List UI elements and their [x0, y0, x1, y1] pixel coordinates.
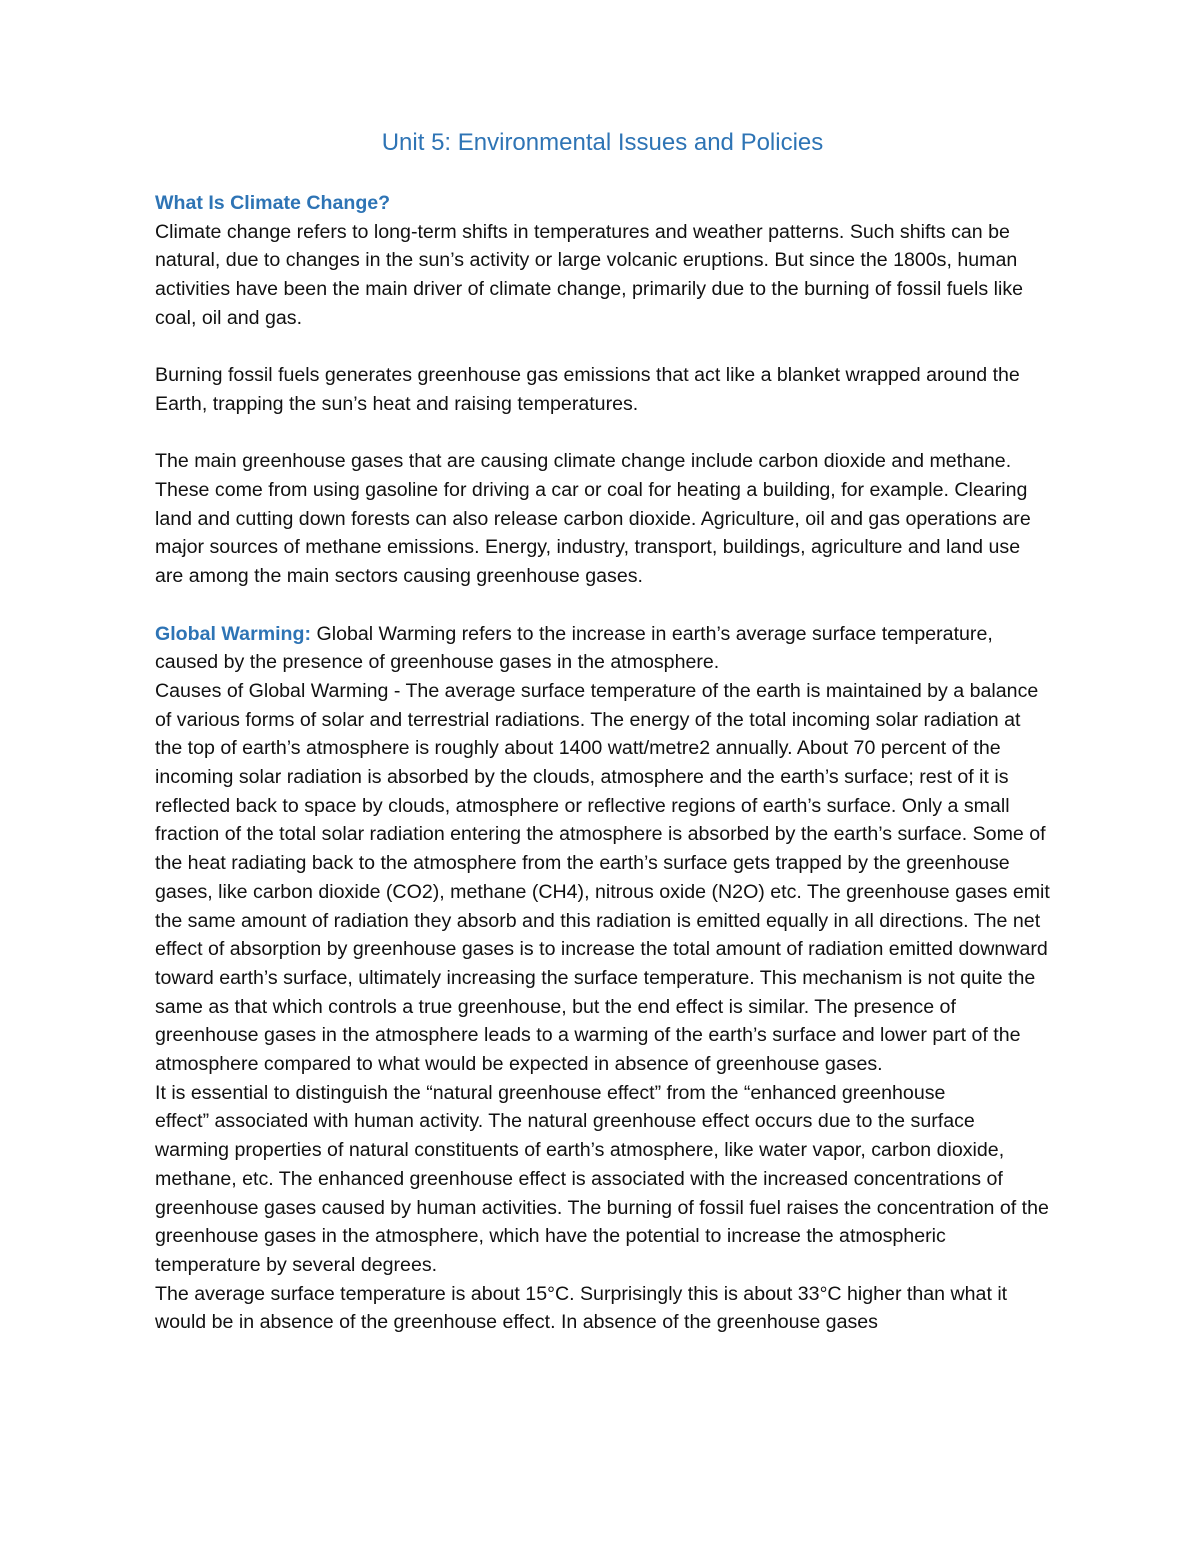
global-warming-definition: Global Warming refers to the increase in earth’s average surface temperature, caused by the presence of greenhouse gases in the atmosphere. [155, 622, 993, 674]
paragraph-fossil-fuels: Burning fossil fuels generates greenhouse gas emissions that act like a blanket wrapped around the Earth, trapping the sun’s heat and raising temperatures. [155, 364, 1020, 415]
document-page [155, 125, 1050, 1337]
paragraph-climate-change-definition: Climate change refers to long-term shifts in temperatures and weather patterns. Such shifts can be natural, due to changes in the sun’s activity or large volcanic eruptions. But since the 1800s, human activities have been the main driver of climate change, primarily due to the burning of fossil fuels like coal, oil and gas. [155, 220, 1024, 329]
document-title: Unit 5: Environmental Issues and Policies [381, 129, 824, 156]
paragraph-natural-vs-enhanced-line1: It is essential to distinguish the “natural greenhouse effect” from the “enhanced greenhouse [155, 1081, 946, 1104]
section-heading-climate-change: What Is Climate Change? [155, 192, 391, 214]
paragraph-global-warming-intro [155, 620, 1050, 677]
paragraph-natural-vs-enhanced-line2: effect” associated with human activity. The natural greenhouse effect occurs due to the surface warming properties of natural constituents of earth’s atmosphere, like water vapor, carbon dioxide, methane, etc. The enhanced greenhouse effect is associated with the increased concentrations of greenhouse gases caused by human activities. The burning of fossil fuel raises the concentration of the greenhouse gases in the atmosphere, which have the potential to increase the atmospheric temperature by several degrees. [155, 1110, 1049, 1276]
paragraph-causes-of-global-warming: Causes of Global Warming - The average surface temperature of the earth is maintained by a balance of various forms of solar and terrestrial radiations. The energy of the total incoming solar radiation at the top of earth’s atmosphere is roughly about 1400 watt/metre2 annually. About 70 percent of the incoming solar radiation is absorbed by the clouds, atmosphere and the earth’s surface; rest of it is reflected back to space by clouds, atmosphere or reflective regions of earth’s surface. Only a small fraction of the total solar radiation entering the atmosphere is absorbed by the earth’s surface. Some of the heat radiating back to the atmosphere from the earth’s surface gets trapped by the greenhouse gases, like carbon dioxide (CO2), methane (CH4), nitrous oxide (N2O) etc. The greenhouse gases emit the same amount of radiation they absorb and this radiation is emitted equally in all directions. The net effect of absorption by greenhouse gases is to increase the total amount of radiation emitted downward toward earth’s surface, ultimately increasing the surface temperature. This mechanism is not quite the same as that which controls a true greenhouse, but the end effect is similar. The presence of greenhouse gases in the atmosphere leads to a warming of the earth’s surface and lower part of the atmosphere compared to what would be expected in absence of greenhouse gases. [155, 679, 1050, 1076]
paragraph-main-greenhouse-gases: The main greenhouse gases that are causing climate change include carbon dioxide and methane. These come from using gasoline for driving a car or coal for heating a building, for example. Clearing land and cutting down forests can also release carbon dioxide. Agriculture, oil and gas operations are major sources of methane emissions. Energy, industry, transport, buildings, agriculture and land use are among the main sectors causing greenhouse gases. [155, 450, 1031, 588]
paragraph-average-surface-temperature: The average surface temperature is about 15°C. Surprisingly this is about 33°C higher than what it would be in absence of the greenhouse effect. In absence of the greenhouse gases [155, 1282, 1008, 1334]
section-heading-global-warming: Global Warming: [155, 622, 312, 645]
